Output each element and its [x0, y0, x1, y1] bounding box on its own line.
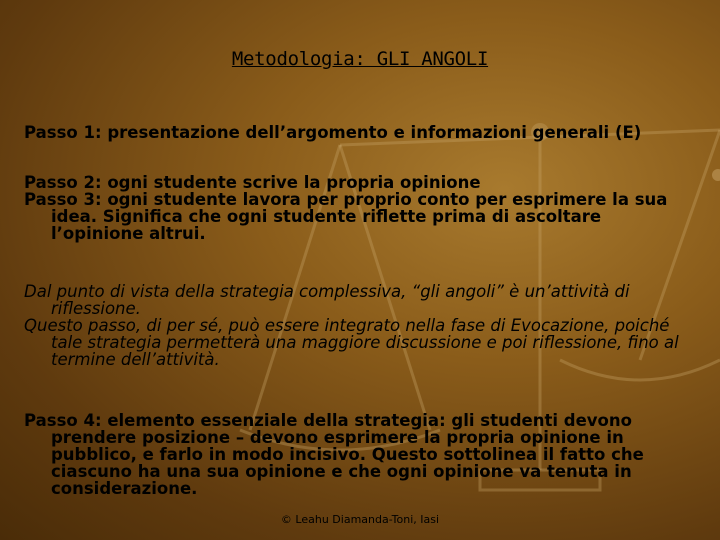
- footer-credit: © Leahu Diamanda-Toni, Iasi: [280, 513, 440, 526]
- steps-2-3: [24, 174, 694, 242]
- step-4: Passo 4: elemento essenziale della strategia: gli studenti devono prendere posizione – devono esprimere la propria opinione in pubblico, e farlo in modo incisivo. Questo sottolinea il fatto che ciascuno ha una sua opinione e che ogni opinione va tenuta in considerazione.: [24, 411, 644, 498]
- step-1-text: [24, 124, 694, 141]
- italic-note-2: Questo passo, di per sé, può essere integrato nella fase di Evocazione, poiché tale strategia permetterà una maggiore discussione e poi riflessione, fino al termine dell’attività.: [24, 316, 679, 369]
- step-4-text: [24, 412, 694, 497]
- italic-note-1: Dal punto di vista della strategia complessiva, “gli angoli” è un’attività di riflessione.: [24, 282, 630, 318]
- italic-notes: [24, 283, 694, 368]
- step-3: Passo 3: ogni studente lavora per proprio conto per esprimere la sua idea. Significa che ogni studente riflette prima di ascoltare l’opinione altrui.: [24, 190, 668, 243]
- step-1: Passo 1: presentazione dell’argomento e informazioni generali (E): [24, 123, 642, 142]
- slide-title: Metodologia: GLI ANGOLI: [231, 48, 489, 70]
- step-2: Passo 2: ogni studente scrive la propria opinione: [24, 173, 481, 192]
